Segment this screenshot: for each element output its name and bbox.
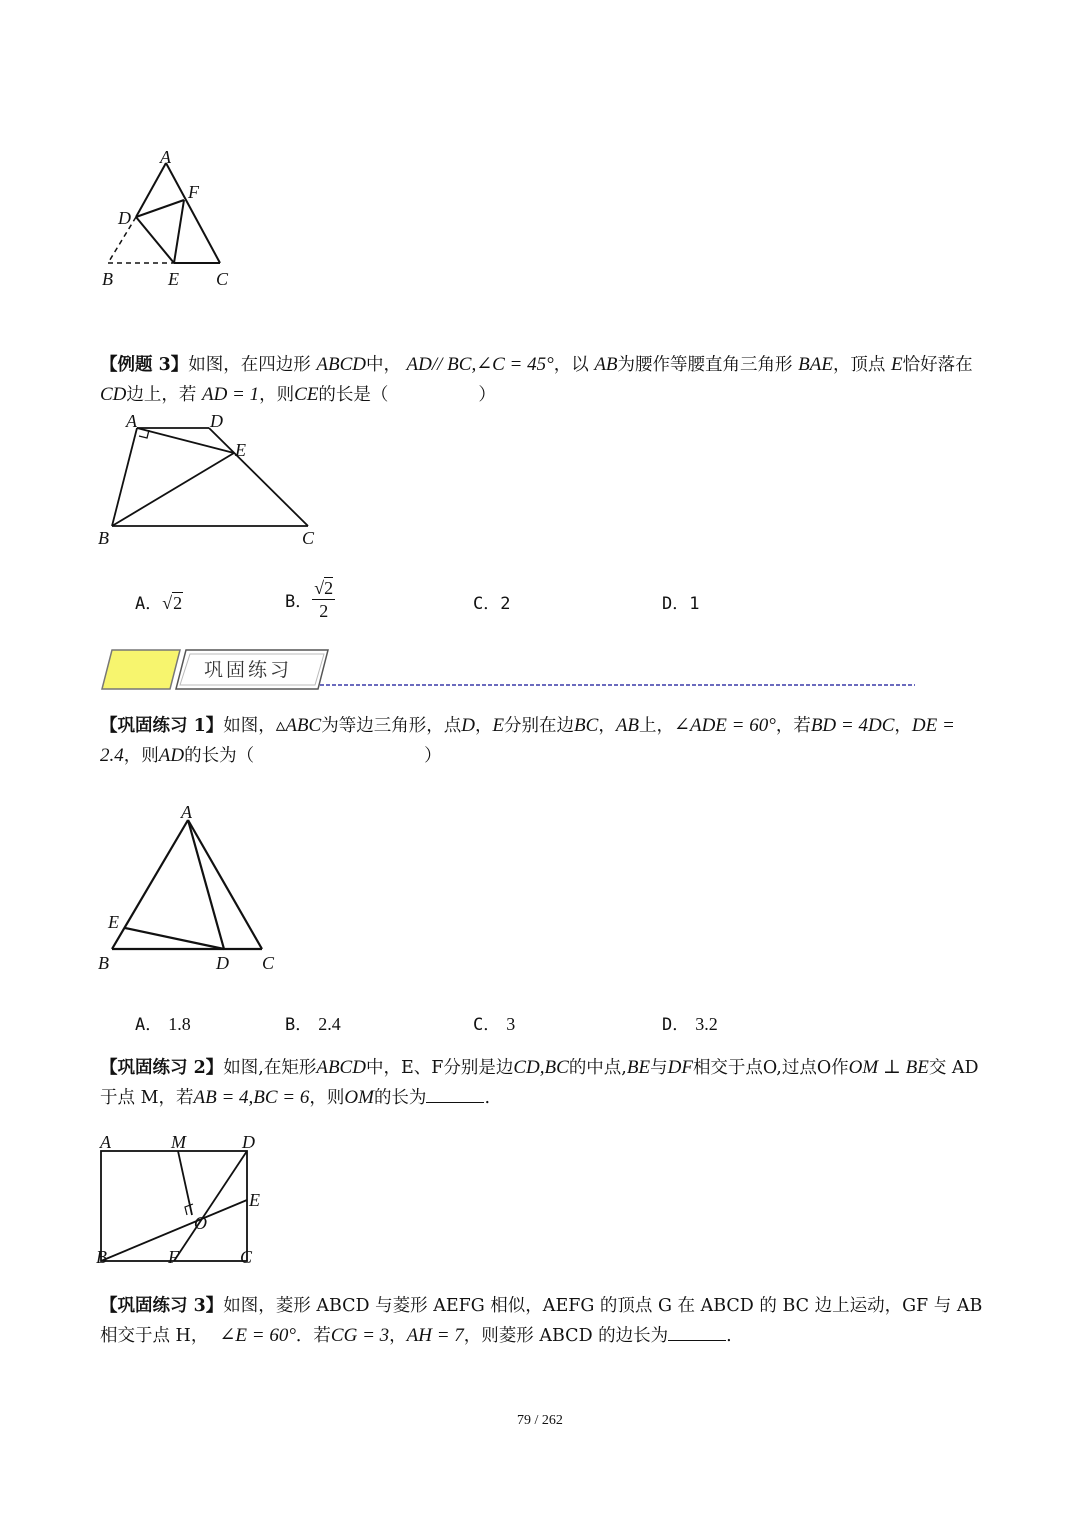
label-e: E [235,440,246,460]
text: 的长是（ [318,385,389,405]
option-letter: A． [135,1015,163,1035]
text: . [726,1326,732,1346]
math: AB [615,715,640,736]
text: 的长为（ [184,746,255,766]
text: 中， [365,355,401,375]
edge-de [136,217,174,263]
math: AB [594,354,618,375]
p1-option-d[interactable] [662,1010,718,1035]
edge-ac [166,163,220,263]
text: 分别在边 [504,716,575,736]
option-value [312,577,335,622]
text: 为等边三角形，点 [321,716,462,736]
edge-be [112,453,234,526]
practice2-question [100,1053,990,1113]
math: CD [100,384,127,405]
math: OM ⊥ BE [848,1057,929,1078]
option-letter: C． [473,1015,501,1035]
text: ，若 [775,716,811,736]
text: 如图， [223,716,276,736]
label-d: D [118,208,131,228]
figure-fold-triangle [90,145,260,295]
fraction-denominator: 2 [319,601,329,621]
text: 如图，在四边形 [188,355,311,375]
text: ，则菱形 ABCD 的边长为 [463,1326,669,1346]
text: 的长为 [373,1088,427,1108]
text: ，则 [259,385,295,405]
math: ABCD [316,354,366,375]
p1-option-b[interactable] [285,1010,341,1035]
segment-df [174,1151,247,1261]
label-d: D [210,411,223,431]
label-a: A [181,802,192,822]
text: 如图，菱形 ABCD 与菱形 AEFG 相似，AEFG 的顶点 G 在 ABCD 的 BC 边上运动，GF 与 AB 相交于点 H， [100,1296,983,1346]
label-b: B [98,953,109,973]
option-b[interactable] [285,577,335,622]
practice1-question [100,711,990,771]
math: AB = 4,BC = 6 [193,1087,310,1108]
practice3-question [100,1292,990,1351]
p1-option-a[interactable] [135,1010,191,1035]
banner-yellow-block [102,650,180,689]
label-e: E [108,912,119,932]
edge-ab [112,820,188,949]
math: AD [158,745,185,766]
radicand: 2 [324,578,334,598]
edge-fe [174,200,184,263]
label-b: B [98,528,109,548]
practice3-tag: 【巩固练习 3】 [100,1296,224,1316]
math: E [492,715,505,736]
edge-ab [112,428,137,526]
option-c[interactable] [473,589,511,614]
label-c: C [262,953,275,973]
text: ，顶点 [832,355,886,375]
text: ， [894,716,912,736]
text: ，则 [309,1088,345,1108]
label-b: B [96,1247,107,1267]
figure-practice1-triangle [92,795,292,980]
math: D [461,715,475,736]
option-letter: C． [473,594,501,614]
p1-option-c[interactable] [473,1010,515,1035]
practice2-tag: 【巩固练习 2】 [100,1058,224,1078]
option-value: 1.8 [168,1014,191,1034]
figure-practice2-rectangle [92,1130,272,1270]
example3-question [100,350,990,410]
text: 为腰作等腰直角三角形 [617,355,793,375]
option-value: 3 [506,1014,516,1034]
edge-dc [209,428,308,526]
text: ．若 [295,1326,331,1346]
answer-blank[interactable] [426,1101,484,1103]
text: 上， [639,716,675,736]
label-f: F [188,182,199,202]
label-d: D [242,1132,255,1152]
option-letter: B． [285,1015,313,1035]
math: AD = 1 [201,384,260,405]
text: ，以 [553,355,589,375]
text: 相交于点O,过点O作 [692,1058,849,1078]
text: 如图,在矩形 [223,1058,317,1078]
option-letter: A． [135,594,163,614]
text: 与 [650,1058,668,1078]
math: CG = 3 [330,1325,390,1346]
label-b: B [102,269,113,289]
text: 边上，若 [126,385,197,405]
math: ∠ADE = 60° [674,715,776,736]
text: 交 AD 于点 M，若 [100,1058,979,1108]
math: ▵ABC [275,715,322,736]
banner-title: 巩固练习 [204,659,293,681]
radicand: 2 [173,593,183,613]
edge-ae [137,428,234,453]
math: DE = 2.4 [100,715,955,766]
math: BAE [798,354,833,375]
fraction-numerator: √2 [314,578,334,598]
text: 恰好落在 [902,355,973,375]
text: ， [474,716,493,736]
label-e: E [168,269,179,289]
example3-tag: 【例题 3】 [100,355,189,375]
option-letter: D． [662,594,690,614]
option-value: √2 [162,593,183,613]
math: ∠E = 60° [219,1325,296,1346]
text: ， [598,716,616,736]
option-value: 3.2 [695,1014,718,1034]
option-letter: D． [662,1015,690,1035]
option-d[interactable] [662,589,700,614]
label-f: F [168,1247,179,1267]
answer-blank[interactable] [668,1339,726,1341]
label-m: M [171,1132,186,1152]
rectangle-abcd [101,1151,247,1261]
math: ABCD [316,1057,366,1078]
math: BD = 4DC [810,715,895,736]
option-a[interactable] [135,589,183,614]
math: AD// BC,∠C = 45° [406,354,554,375]
text: ，则 [123,746,159,766]
label-d: D [216,953,229,973]
text: 的中点, [568,1058,627,1078]
section-banner [100,645,920,695]
figure-example3-trapezoid [92,408,332,548]
math: CD,BC [513,1057,569,1078]
text: ） [478,385,496,405]
math: OM [344,1087,374,1108]
text: 中，E、F分别是边 [365,1058,514,1078]
text: ） [424,746,442,766]
text: . [484,1088,491,1108]
label-a: A [126,411,137,431]
option-value: 2.4 [318,1014,341,1034]
edge-ac [188,820,262,949]
page-number: 79 / 262 [517,1413,563,1428]
edge-ed [125,928,224,949]
option-value: 2 [500,594,511,614]
label-o: O [194,1213,207,1233]
label-a: A [100,1132,111,1152]
option-letter: B． [285,592,313,612]
math: E [891,354,903,375]
math: BC [574,715,599,736]
option-value: 1 [689,594,700,614]
math: AH = 7 [406,1325,464,1346]
label-c: C [216,269,229,289]
edge-ad [188,820,224,949]
label-a: A [160,147,171,167]
math: DF [667,1057,693,1078]
label-c: C [240,1247,253,1267]
math: BE [626,1057,651,1078]
math: CE [294,384,319,405]
label-e: E [249,1190,260,1210]
label-c: C [302,528,315,548]
practice1-tag: 【巩固练习 1】 [100,716,224,736]
text: ， [389,1326,407,1346]
